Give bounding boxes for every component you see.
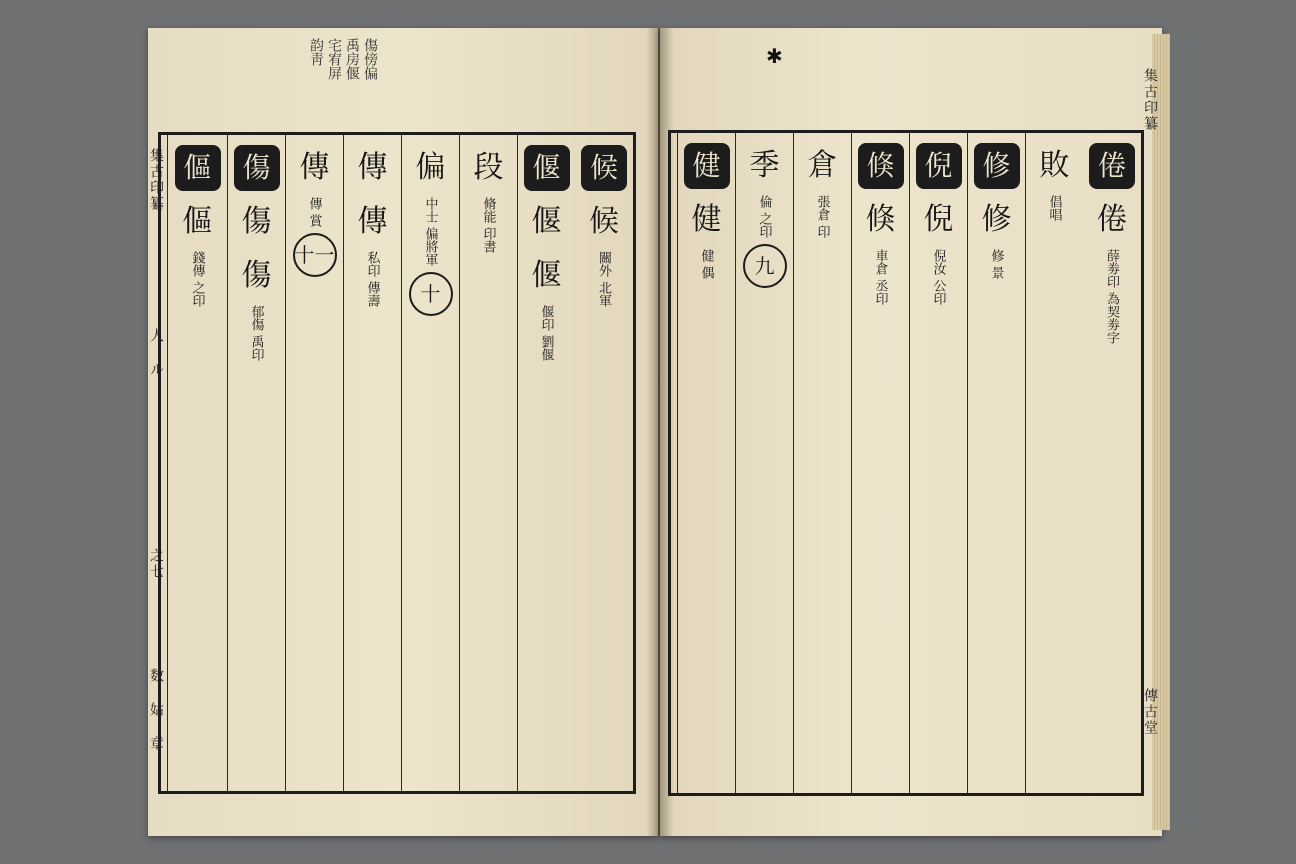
seal-glyph: 傷 [241, 204, 272, 239]
seal-column [285, 135, 343, 791]
seal-glyph: 傴 [182, 204, 213, 239]
seal-glyph: 倪 [923, 202, 954, 237]
seal-glyph: 健 [691, 202, 722, 237]
caption: 偃印 [538, 305, 554, 331]
seal-stamp: 倦 [1089, 143, 1135, 189]
caption: 修 [988, 249, 1004, 262]
right-margin-title: 集古印纂 [1142, 68, 1158, 132]
caption: 之印 [756, 212, 772, 238]
seal-glyph: 傳 [299, 150, 330, 185]
seal-column [401, 135, 459, 791]
caption: 禹印 [248, 335, 264, 361]
head-notes [228, 38, 378, 128]
seal-column [793, 133, 851, 793]
caption: 賞 [306, 214, 322, 227]
caption: 薛劵印 [1104, 249, 1119, 288]
seal-stamp: 健 [684, 143, 730, 189]
seal-glyph: 偃 [531, 204, 562, 239]
caption: 郁傷 [248, 305, 264, 331]
seal-stamp: 傴 [175, 145, 221, 191]
caption: 倪汝 [930, 249, 946, 275]
entry-number: 九 [743, 244, 787, 288]
seal-glyph: 段 [473, 150, 504, 185]
caption: 中士 [422, 197, 438, 223]
seal-stamp: 倏 [858, 143, 904, 189]
seal-column [227, 135, 285, 791]
seal-column [967, 133, 1025, 793]
seal-glyph: 倉 [807, 148, 838, 183]
caption: 景 [988, 266, 1004, 279]
seal-column [1025, 133, 1083, 793]
seal-stamp: 偃 [524, 145, 570, 191]
seal-column [1083, 133, 1141, 793]
left-margin-title: 集古印纂 [148, 148, 164, 212]
seal-column [167, 135, 227, 791]
seal-stamp: 倪 [916, 143, 962, 189]
caption: 傳 [306, 197, 322, 210]
seal-stamp: 傷 [234, 145, 280, 191]
caption: 劉偃 [538, 335, 554, 361]
head-note: 傷傍偏 [362, 38, 378, 80]
caption: 之印 [189, 281, 205, 307]
caption: 偏將軍 [422, 227, 438, 266]
seal-glyph: 倏 [865, 202, 896, 237]
left-margin-foot: 数 姑 章 [148, 668, 164, 752]
caption: 張倉 [814, 195, 830, 221]
entry-number: 十 [409, 272, 453, 316]
seal-column [909, 133, 967, 793]
caption: 印書 [480, 227, 496, 253]
seal-glyph: 候 [589, 204, 619, 239]
ink-blot-icon: ✱ [766, 44, 783, 68]
entry-number: 十一 [293, 233, 337, 277]
seal-stamp: 修 [974, 143, 1020, 189]
head-note: 禹房偃 [344, 38, 360, 80]
seal-stamp: 候 [581, 145, 627, 191]
caption: 車倉 [872, 249, 888, 275]
caption: 健 [698, 249, 714, 262]
caption: 脩能 [480, 197, 496, 223]
caption: 傳壽 [364, 281, 380, 307]
caption: 倡唱 [1046, 195, 1062, 221]
left-margin-volume: 人 ル [148, 328, 164, 378]
open-book [148, 28, 1170, 836]
head-note: 宅宥屏 [326, 38, 342, 80]
seal-column [677, 133, 735, 793]
seal-glyph: 季 [749, 148, 780, 183]
caption: 倫 [756, 195, 772, 208]
caption: 私印 [364, 251, 380, 277]
caption: 丞印 [872, 279, 888, 305]
right-margin-foot: 傳古堂 [1142, 688, 1158, 736]
seal-column [851, 133, 909, 793]
seal-glyph: 傳 [357, 204, 388, 239]
left-margin-folio: 之七 [148, 548, 164, 580]
seal-glyph: 偃 [531, 258, 562, 293]
right-frame [668, 130, 1144, 796]
caption: 關外 [596, 251, 611, 277]
seal-glyph: 偏 [415, 150, 446, 185]
seal-glyph: 倦 [1097, 202, 1127, 237]
seal-glyph: 傷 [241, 258, 272, 293]
caption: 公印 [930, 279, 946, 305]
left-page [148, 28, 658, 836]
head-note: 韵靑 [308, 38, 324, 66]
caption: 北軍 [596, 281, 611, 307]
seal-column [459, 135, 517, 791]
left-frame [158, 132, 636, 794]
seal-glyph: 修 [981, 202, 1012, 237]
seal-column [517, 135, 575, 791]
caption: 錢傳 [189, 251, 205, 277]
caption: 印 [814, 225, 830, 238]
seal-glyph: 傳 [357, 150, 388, 185]
caption: 偶 [698, 266, 714, 279]
caption: 為契劵字 [1104, 292, 1119, 344]
seal-glyph: 敗 [1039, 148, 1070, 183]
seal-column [735, 133, 793, 793]
seal-column [343, 135, 401, 791]
seal-column [575, 135, 633, 791]
